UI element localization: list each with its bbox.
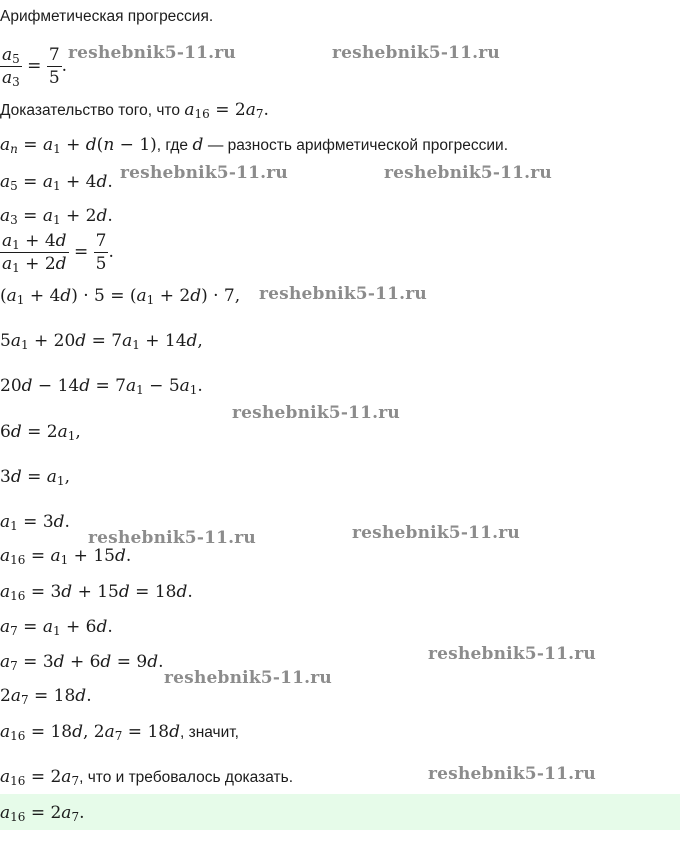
watermark: reshebnik5-11.ru <box>428 764 596 784</box>
simplified-6d: $6d = 2a_1$, <box>0 422 81 443</box>
expanded: $5a_1 + 20d = 7a_1 + 14d$, <box>0 331 203 352</box>
a16-formula: $a_{16} = a_1 + 15d$. <box>0 546 132 567</box>
heading: Арифметическая прогрессия. <box>0 8 214 25</box>
watermark: reshebnik5-11.ru <box>68 43 236 63</box>
a1-value: $a_1 = 3d$. <box>0 512 70 533</box>
final-answer: $a_{16} = 2a_7$. <box>0 803 85 824</box>
watermark: reshebnik5-11.ru <box>428 644 596 664</box>
a7-formula: $a_7 = a_1 + 6d$. <box>0 617 113 638</box>
watermark: reshebnik5-11.ru <box>384 163 552 183</box>
answer-highlight <box>0 794 680 830</box>
simplified-3d: $3d = a_1$, <box>0 467 70 488</box>
general-formula: $a_n = a_1 + d(n - 1)$, где d — разность арифметической прогрессии. <box>0 135 509 156</box>
2a7-value: $2a_7 = 18d$. <box>0 686 92 707</box>
a3-formula: $a_3 = a_1 + 2d$. <box>0 206 113 227</box>
rearranged: $20d - 14d = 7a_1 - 5a_1$. <box>0 376 203 397</box>
watermark: reshebnik5-11.ru <box>232 403 400 423</box>
a16-value: $a_{16} = 3d + 15d = 18d$. <box>0 582 193 603</box>
watermark: reshebnik5-11.ru <box>120 163 288 183</box>
a5-formula: $a_5 = a_1 + 4d$. <box>0 172 113 193</box>
watermark: reshebnik5-11.ru <box>332 43 500 63</box>
conclusion: $a_{16} = 18d$, $2a_7 = 18d$, значит, <box>0 722 239 743</box>
ratio-substituted: $\frac{a_1 + 4d}{a_1 + 2d}$ = $\frac{7}{5}$ . <box>2 231 114 275</box>
watermark: reshebnik5-11.ru <box>259 284 427 304</box>
watermark: reshebnik5-11.ru <box>88 528 256 548</box>
a7-value: $a_7 = 3d + 6d = 9d$. <box>0 652 164 673</box>
prove-statement: Доказательство того, что $a_{16} = 2a_7$. <box>0 100 269 121</box>
ratio-given: $\frac{a_5}{a_3}$ = $\frac{7}{5}$ . <box>2 45 68 89</box>
cross-multiply: $(a_1 + 4d) \cdot 5 = (a_1 + 2d) \cdot 7$, <box>0 286 241 307</box>
watermark: reshebnik5-11.ru <box>352 523 520 543</box>
watermark: reshebnik5-11.ru <box>164 668 332 688</box>
proved-statement: $a_{16} = 2a_7$, что и требовалось доказать. <box>0 767 293 788</box>
